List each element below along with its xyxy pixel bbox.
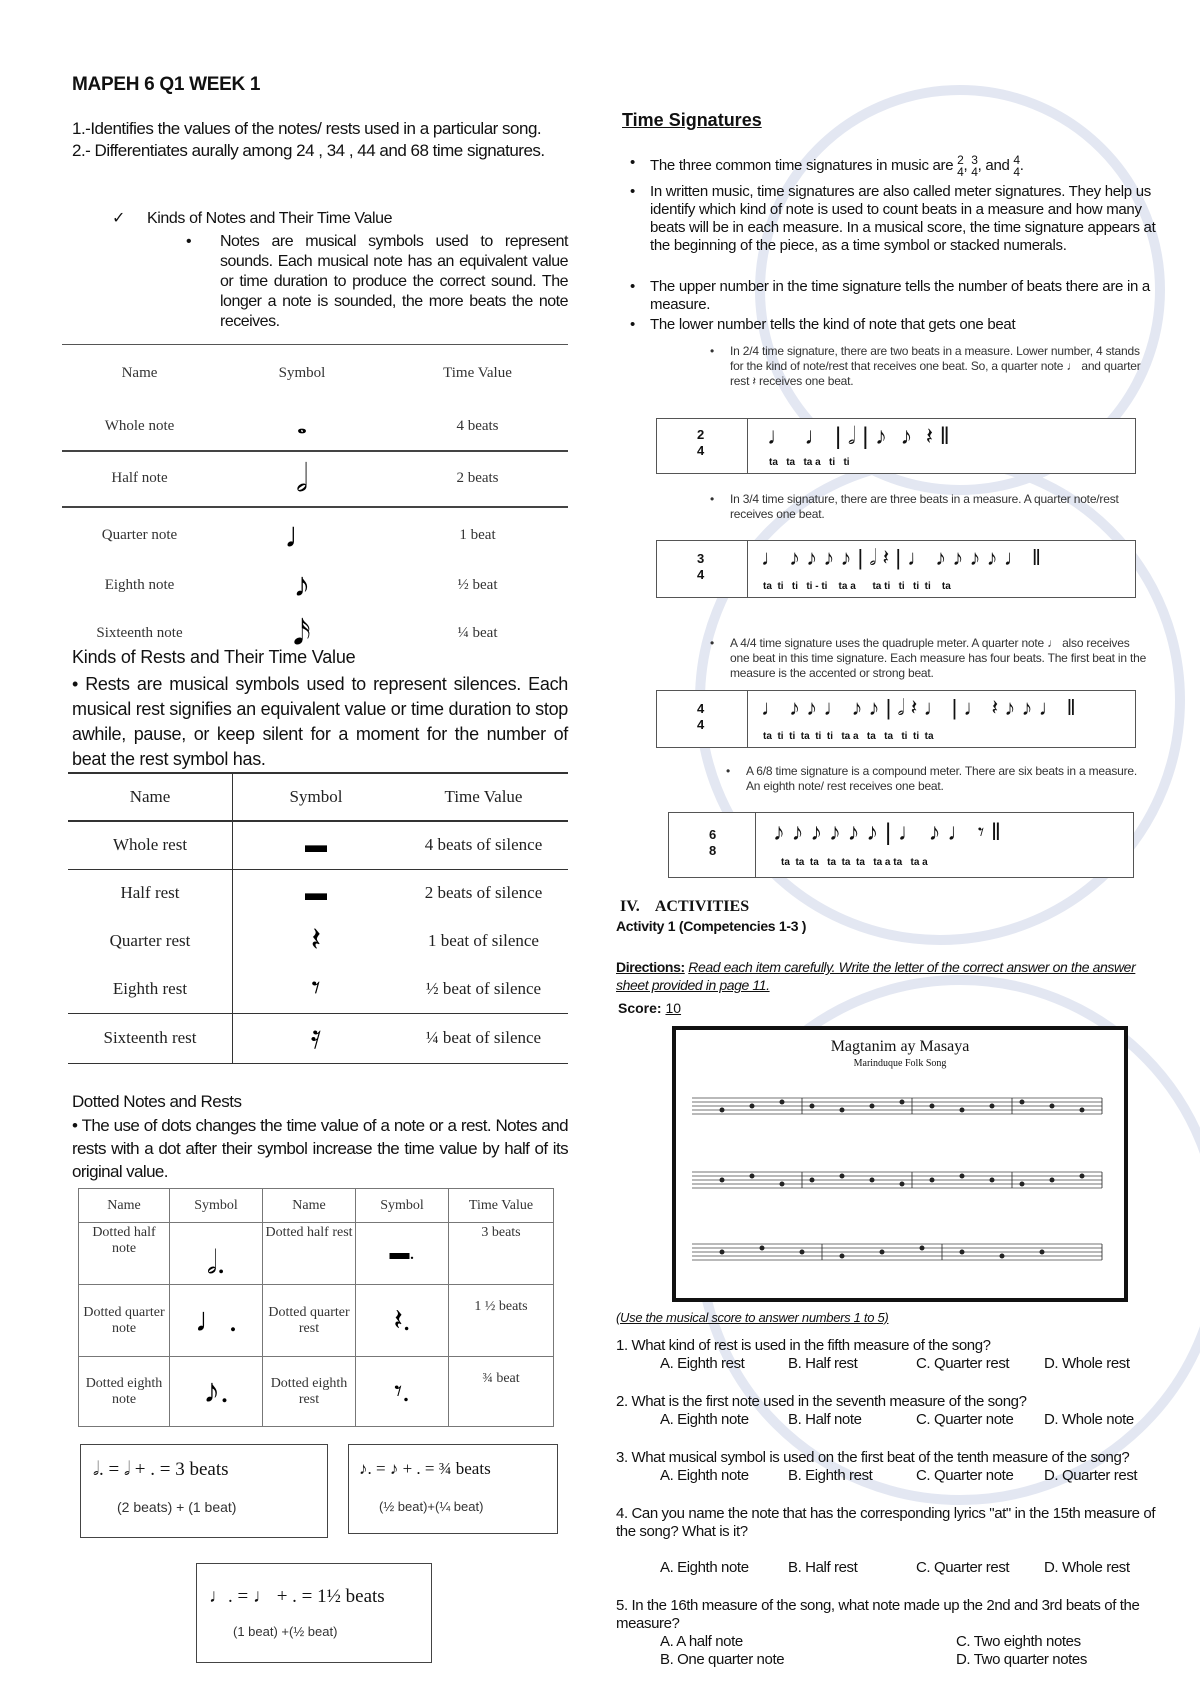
ts-bullet-4: • The lower number tells the kind of note that gets one beat — [630, 316, 1016, 333]
time-sig-44: 4 4 — [1013, 153, 1020, 179]
time-signature: 2 4 — [697, 427, 705, 458]
directions-label: Directions: — [616, 959, 685, 975]
col-header-value: Time Value — [449, 1189, 554, 1223]
q5-option-c[interactable]: C. Two eighth notes — [956, 1633, 1081, 1650]
q1-option-c[interactable]: C. Quarter rest — [916, 1355, 1010, 1372]
equation-box-2 — [348, 1444, 558, 1534]
dotted-half-note-icon: 𝅗𝅥. — [170, 1223, 263, 1285]
rests-text: • Rests are musical symbols used to represent silences. Each musical rest signifies an equivalent value or time duration to stop awhile, pause, or keep silent for a moment for the number of beat the rest symbol has. — [72, 674, 568, 769]
col-header-symbol: Symbol — [170, 1189, 263, 1223]
question-2: 2. What is the first note used in the seventh measure of the song? — [616, 1393, 1027, 1410]
song-score-figure — [672, 1026, 1128, 1302]
ts-bullet-2: • In written music, time signatures are also called meter signatures. They help us identify which kind of note is used to count beats in a measure and how many beats will be in each measure. In a musical score, the time signature appears at the beginning of the piece, as a time symbol or stacked numerals. — [630, 183, 1156, 254]
table-row: Whole note 𝅝 4 beats — [62, 403, 568, 451]
quarter-rest-icon: 𝄽 — [310, 922, 322, 959]
table-rule — [62, 344, 568, 345]
table-row: Whole rest ▬ 4 beats of silence — [68, 821, 568, 869]
rests-table — [68, 772, 568, 1064]
q5-option-a[interactable]: A. A half note — [660, 1633, 743, 1650]
q2-option-c[interactable]: C. Quarter note — [916, 1411, 1014, 1428]
eighth-note-icon: ♪ — [293, 566, 311, 604]
directions-text: Read each item carefully. Write the letter of the correct answer on the answer sheet provided in page 11. — [616, 959, 1136, 993]
dotted-text: • The use of dots changes the time value of a note or a rest. Notes and rests with a dot after their symbol increase the time value by half of its original value. — [72, 1116, 568, 1181]
whole-rest-icon: ▬ — [305, 832, 327, 858]
q3-option-a[interactable]: A. Eighth note — [660, 1467, 749, 1484]
col-header-symbol: Symbol — [278, 365, 326, 382]
equation-sub: (2 beats) + (1 beat) — [117, 1499, 237, 1515]
rhythm-syllables: ta ti ti ti - ti ta a ta ti ti ti ti ta — [763, 581, 951, 592]
time-signature: 4 4 — [697, 701, 705, 732]
dotted-eighth-rest-icon: 𝄾. — [356, 1357, 449, 1427]
time-signatures-heading: Time Signatures — [622, 110, 762, 130]
staff-notes: ♪ ♪ ♪ ♪ ♪ ♪ | ♩ ♪ ♩ 𝄾 ‖ — [773, 819, 1001, 846]
table-row: Half rest ▬ 2 beats of silence — [68, 869, 568, 917]
q3-option-d[interactable]: D. Quarter rest — [1044, 1467, 1138, 1484]
equation-box-1 — [80, 1444, 328, 1538]
equation-sub: (½ beat)+(¼ beat) — [379, 1499, 484, 1514]
staff-68 — [668, 812, 1134, 878]
col-header-name-2: Name — [263, 1189, 356, 1223]
col-header-symbol-2: Symbol — [356, 1189, 449, 1223]
staff-34 — [656, 540, 1136, 598]
score-note: (Use the musical score to answer numbers 1 to 5) — [616, 1310, 889, 1325]
activities-heading: IV. ACTIVITIES — [620, 898, 750, 915]
equation-expression: 𝅗𝅥. = 𝅗𝅥 + . = 3 beats — [93, 1459, 229, 1480]
q3-option-c[interactable]: C. Quarter note — [916, 1467, 1014, 1484]
table-row: Sixteenth note 𝅘𝅥𝅯 ¼ beat — [62, 609, 568, 659]
notes-bullet-text: Notes are musical symbols used to represent sounds. Each musical note has an equivalent value or time duration to produce the correct sound. The longer a note is sounded, the more beats the note receives. — [220, 233, 568, 330]
table-row: Eighth note ♪ ½ beat — [62, 563, 568, 609]
table-row: Dotted eighth note ♪. Dotted eighth rest 𝄾. ¾ beat — [79, 1357, 554, 1427]
ts-sub-44: • A 4/4 time signature uses the quadruple meter. A quarter note ♩ also receives one beat in this time signature. Each measure has four beats. The first beat in the measure is the accented or strong beat. — [710, 636, 1147, 680]
table-row: Eighth rest 𝄾 ½ beat of silence — [68, 965, 568, 1013]
col-header-symbol: Symbol — [289, 787, 343, 806]
ts-sub-34: • In 3/4 time signature, there are three beats in a measure. A quarter note/rest receives one beat. — [710, 492, 1119, 521]
q4-option-c[interactable]: C. Quarter rest — [916, 1559, 1010, 1576]
activity-1-label: Activity 1 (Competencies 1-3 ) — [616, 918, 807, 934]
equation-box-3 — [196, 1563, 432, 1663]
notes-check-item — [112, 208, 392, 228]
rhythm-syllables: ta ta ta ta ta ta ta a ta ta a — [781, 857, 928, 868]
bullet-icon: • — [726, 764, 731, 778]
rests-heading: Kinds of Rests and Their Time Value — [72, 647, 356, 667]
objective-2: 2.- Differentiates aurally among 24 , 34 , 44 and 68 time signatures. — [72, 141, 545, 160]
whole-note-icon: 𝅝 — [297, 413, 307, 438]
bullet-icon: • — [186, 233, 192, 250]
ts-bullet-1: • The three common time signatures in music are 2 4, 3 4, and 4 4. — [630, 153, 1024, 179]
staff-24 — [656, 418, 1136, 474]
bullet-icon: • — [710, 344, 715, 358]
staff-notes: ♩ ♩ | 𝅗𝅥 | ♪ ♪ 𝄽 ‖ — [767, 423, 950, 450]
table-row: Half note 𝅗𝅥 2 beats — [62, 451, 568, 507]
ts-sub-24: • In 2/4 time signature, there are two beats in a measure. Lower number, 4 stands for the kind of note/rest that receives one beat. So, a quarter note ♩ and quarter rest 𝄽 receives one beat. — [710, 344, 1141, 388]
table-row: Sixteenth rest 𝄿 ¼ beat of silence — [68, 1013, 568, 1063]
col-header-name: Name — [68, 773, 233, 821]
col-header-name: Name — [79, 1189, 170, 1223]
staff-notes: ♩ ♪ ♪ ♩ ♪ ♪ | 𝅗𝅥 𝄽 ♩ | ♩ 𝄽 ♪ ♪ ♩ ‖ — [761, 695, 1076, 720]
col-header-name: Name — [121, 365, 158, 382]
rhythm-syllables: ta ti ti ta ti ti ta a ta ta ti ti ta — [763, 731, 934, 742]
question-1: 1. What kind of rest is used in the fifth measure of the song? — [616, 1337, 991, 1354]
eighth-rest-icon: 𝄾 — [311, 969, 321, 1007]
q2-option-d[interactable]: D. Whole note — [1044, 1411, 1134, 1428]
bullet-icon: • — [710, 492, 715, 506]
question-4: 4. Can you name the note that has the corresponding lyrics "at" in the 15th measure of the song? What is it? — [616, 1505, 1156, 1540]
dotted-half-rest-icon: ▬. — [356, 1223, 449, 1285]
table-row: Dotted half note 𝅗𝅥. Dotted half rest ▬. 3 beats — [79, 1223, 554, 1285]
bullet-icon: • — [630, 316, 635, 333]
checkmark-icon: ✓ — [112, 210, 126, 227]
table-row: Dotted quarter note ♩. Dotted quarter rest 𝄽. 1 ½ beats — [79, 1285, 554, 1357]
time-sig-24: 2 4 — [957, 153, 964, 179]
sixteenth-note-icon: 𝅘𝅥𝅯 — [293, 614, 311, 652]
question-3: 3. What musical symbol is used on the first beat of the tenth measure of the song? — [616, 1449, 1130, 1466]
q4-option-b[interactable]: B. Half rest — [788, 1559, 858, 1576]
song-subtitle: Marinduque Folk Song — [853, 1058, 947, 1069]
question-5: 5. In the 16th measure of the song, what note made up the 2nd and 3rd beats of the measure? — [616, 1597, 1140, 1632]
col-header-value: Time Value — [444, 787, 523, 806]
time-signature: 6 8 — [709, 827, 717, 858]
q1-option-a[interactable]: A. Eighth rest — [660, 1355, 745, 1372]
song-title: Magtanim ay Masaya — [830, 1038, 970, 1055]
q5-option-b[interactable]: B. One quarter note — [660, 1651, 785, 1668]
equation-expression: ♩. = ♩ + . = 1½ beats — [209, 1586, 385, 1607]
dotted-quarter-note-icon: ♩. — [170, 1285, 263, 1357]
quarter-note-icon: ♩ — [284, 515, 320, 555]
dotted-eighth-note-icon: ♪. — [170, 1357, 263, 1427]
dotted-quarter-rest-icon: 𝄽. — [356, 1285, 449, 1357]
notes-bullet — [186, 232, 568, 332]
directions — [616, 958, 1136, 994]
equation-expression: ♪. = ♪ + . = ¾ beats — [359, 1459, 491, 1478]
sixteenth-rest-icon: 𝄿 — [310, 1019, 322, 1056]
bullet-icon: • — [630, 278, 635, 295]
score-line — [618, 1000, 681, 1016]
bullet-icon: • — [630, 154, 635, 171]
q5-option-d[interactable]: D. Two quarter notes — [956, 1651, 1087, 1668]
q1-option-b[interactable]: B. Half rest — [788, 1355, 858, 1372]
score-value: 10 — [665, 1000, 682, 1016]
equation-sub: (1 beat) +(½ beat) — [233, 1624, 338, 1639]
song-staff-icon — [682, 1076, 1114, 1290]
notes-check-label: Kinds of Notes and Their Time Value — [147, 210, 393, 227]
q1-option-d[interactable]: D. Whole rest — [1044, 1355, 1130, 1372]
rhythm-syllables: ta ta ta a ti ti — [769, 457, 850, 468]
half-rest-icon: ▬ — [305, 880, 327, 906]
q4-option-d[interactable]: D. Whole rest — [1044, 1559, 1130, 1576]
q3-option-b[interactable]: B. Eighth rest — [788, 1467, 873, 1484]
table-row: Quarter note ♩ 1 beat — [62, 507, 568, 563]
bullet-icon: • — [710, 636, 715, 650]
dotted-heading: Dotted Notes and Rests — [72, 1092, 242, 1111]
dotted-table — [78, 1188, 554, 1427]
page-title: MAPEH 6 Q1 WEEK 1 — [72, 74, 261, 95]
time-sig-34: 3 4 — [971, 153, 978, 179]
staff-44 — [656, 690, 1136, 748]
ts-bullet-3: • The upper number in the time signature tells the number of beats there are in a measure. — [630, 278, 1150, 313]
q2-option-a[interactable]: A. Eighth note — [660, 1411, 749, 1428]
half-note-icon: 𝅗𝅥 — [295, 457, 309, 500]
score-label: Score: — [618, 1000, 662, 1016]
staff-notes: ♩ ♪ ♪ ♪ ♪ | 𝅗𝅥 𝄽 | ♩ ♪ ♪ ♪ ♪ ♩ ‖ — [761, 545, 1041, 570]
notes-table — [62, 344, 568, 659]
table-row: Quarter rest 𝄽 1 beat of silence — [68, 917, 568, 965]
time-signature: 3 4 — [697, 551, 705, 582]
q4-option-a[interactable]: A. Eighth note — [660, 1559, 749, 1576]
col-header-value: Time Value — [443, 365, 512, 382]
bullet-icon: • — [630, 183, 635, 200]
objective-1: 1.-Identifies the values of the notes/ rests used in a particular song. — [72, 119, 542, 138]
ts-sub-68: • A 6/8 time signature is a compound meter. There are six beats in a measure. An eighth note/ rest receives one beat. — [726, 764, 1137, 793]
q2-option-b[interactable]: B. Half note — [788, 1411, 862, 1428]
